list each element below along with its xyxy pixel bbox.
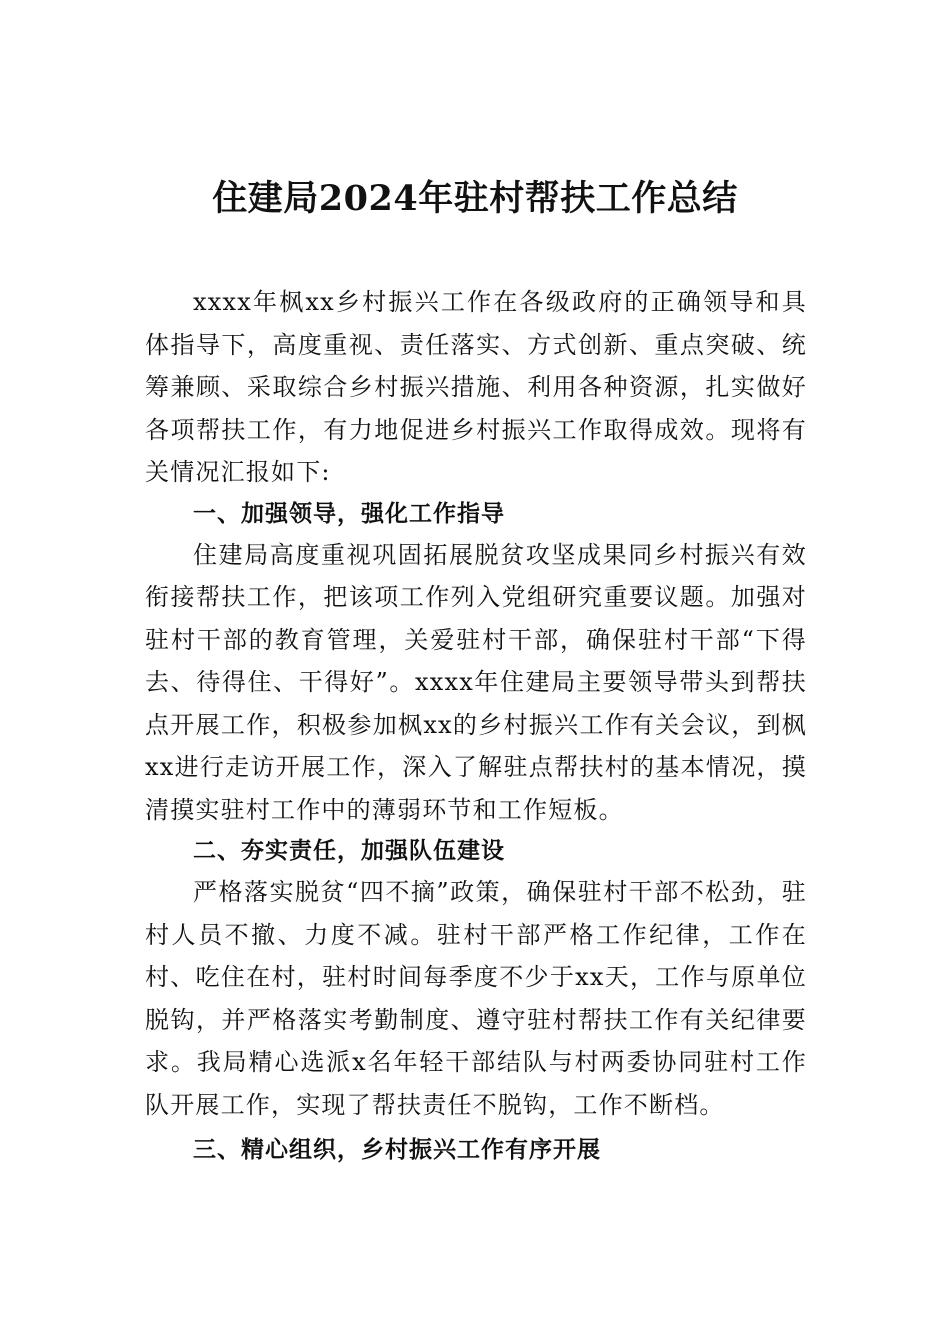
section-heading-1: 一、加强领导，强化工作指导 — [193, 500, 505, 527]
section-heading-2: 二、夯实责任，加强队伍建设 — [193, 838, 505, 864]
section-body-2: 严格落实脱贫“四不摘”政策，确保驻村干部不松劲，驻村人员不撤、力度不减。驻村干部严格工作纪律，工作在村、吃住在村，驻村时间每季度不少于xx天，工作与原单位脱钩，并严格落实考勤制度、遵守驻村帮扶工作有关纪律要求。我局精心选派x名年轻干部结队与村两委协同驻村工作队开展工作，实现了帮扶责任不脱钩，工作不断档。 — [145, 878, 807, 1119]
section-body-1: 住建局高度重视巩固拓展脱贫攻坚成果同乡村振兴有效衔接帮扶工作，把该项工作列入党组研究重要议题。加强对驻村干部的教育管理，关爱驻村干部，确保驻村干部“下得去、待得住、干得好”。xxxx年住建局主要领导带头到帮扶点开展工作，积极参加枫xx的乡村振兴工作有关会议，到枫xx进行走访开展工作，深入了解驻点帮扶村的基本情况，摸清摸实驻村工作中的薄弱环节和工作短板。 — [145, 540, 807, 824]
document-body — [145, 281, 807, 1170]
intro-paragraph: xxxx年枫xx乡村振兴工作在各级政府的正确领导和具体指导下，高度重视、责任落实、方式创新、重点突破、统筹兼顾、采取综合乡村振兴措施、利用各种资源，扎实做好各项帮扶工作，有力地促进乡村振兴工作取得成效。现将有关情况汇报如下: — [145, 288, 807, 486]
section-heading-3: 三、精心组织，乡村振兴工作有序开展 — [193, 1137, 601, 1163]
document-title: 住建局2024年驻村帮扶工作总结 — [212, 178, 738, 219]
